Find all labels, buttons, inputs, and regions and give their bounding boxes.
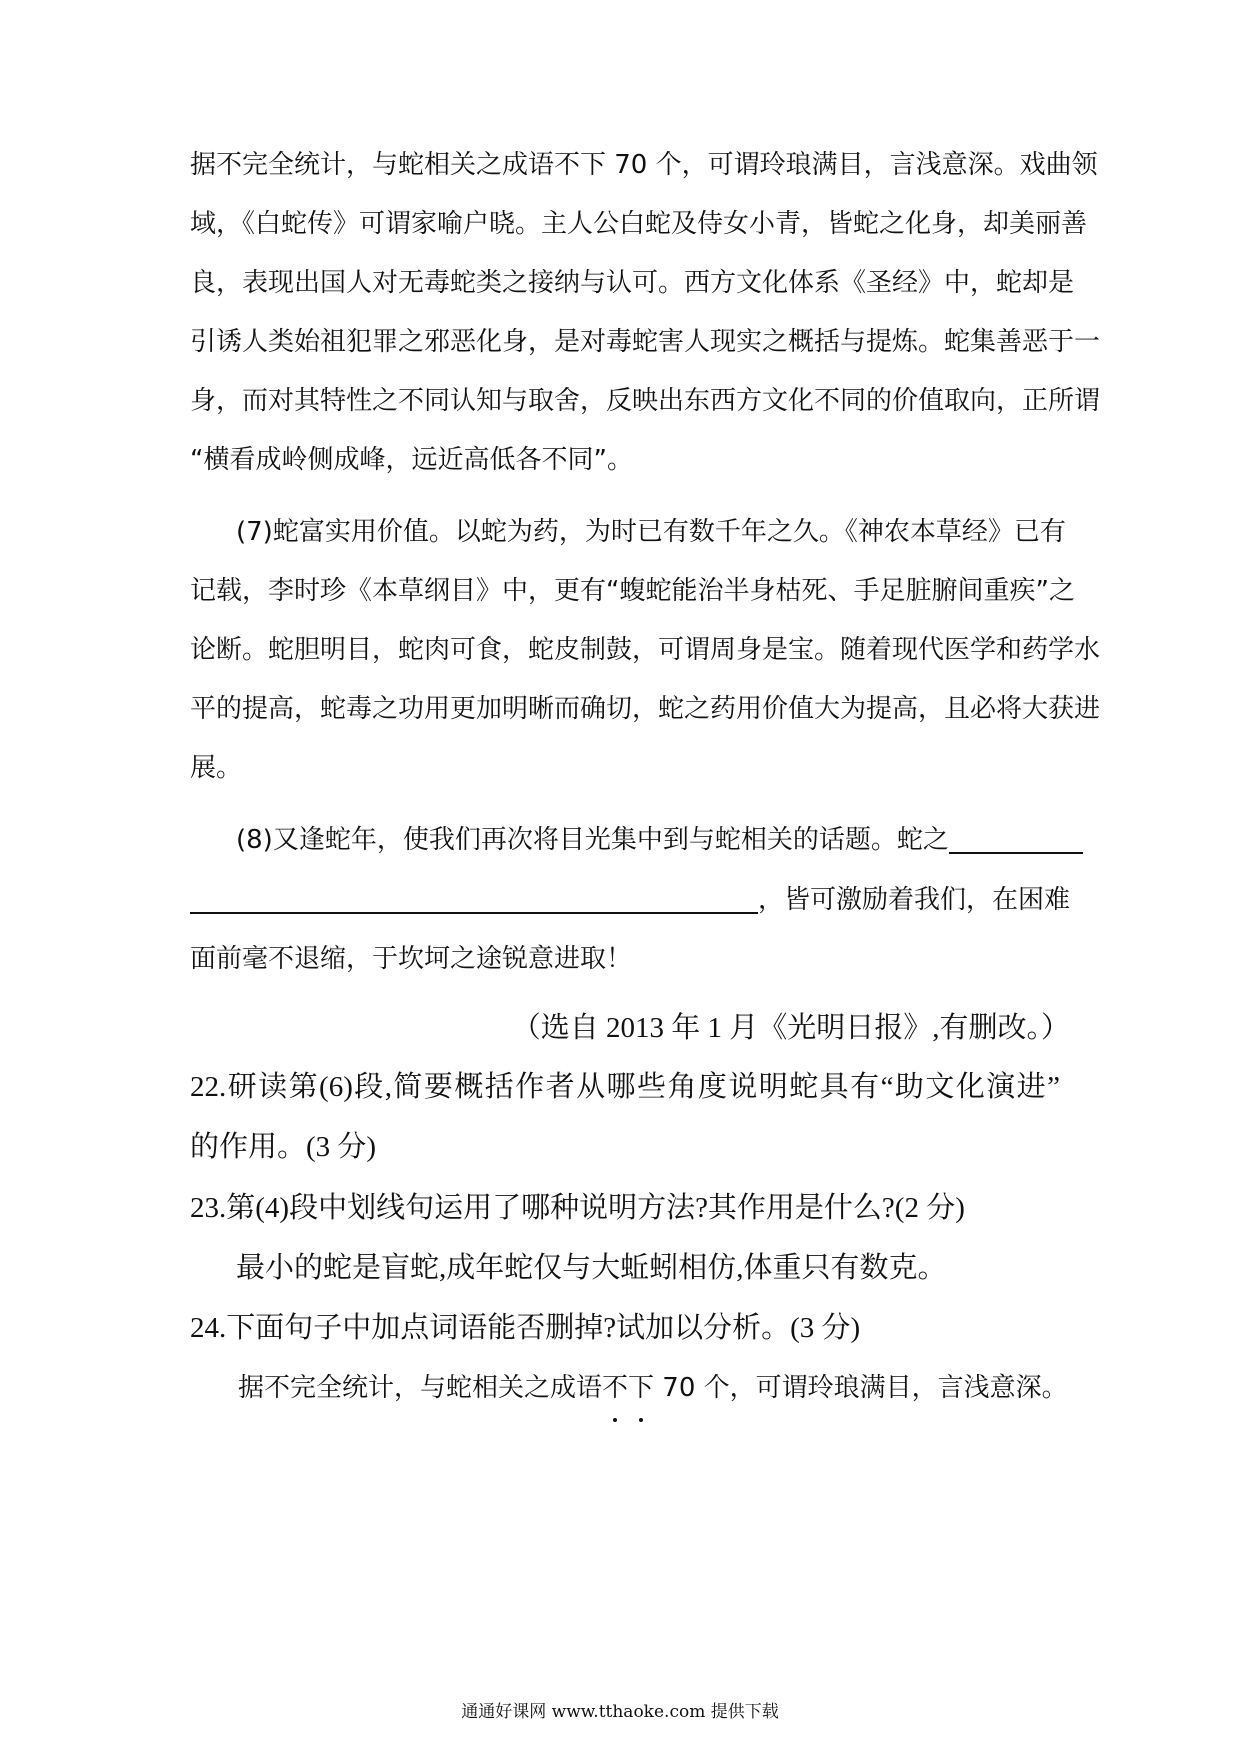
- para6-line-4: 引诱人类始祖犯罪之邪恶化身，是对毒蛇害人现实之概括与提炼。蛇集善恶于一: [190, 327, 1101, 357]
- para6-line-3: 良，表现出国人对无毒蛇类之接纳与认可。西方文化体系《圣经》中，蛇却是: [190, 268, 1075, 298]
- quote-text-after: 70 个，可谓玲琅满目，言浅意深。: [654, 1373, 1068, 1403]
- quote-text-before: 据不完全统计，与蛇相关之成语: [238, 1373, 603, 1403]
- answer-blank-1[interactable]: [949, 822, 1083, 854]
- para6-line-6: “横看成岭侧成峰，远近高低各不同”。: [190, 445, 633, 475]
- para7-line-2: 记载，李时珍《本草纲目》中，更有“蝮蛇能治半身枯死、手足脏腑间重疾”之: [190, 576, 1075, 606]
- para6-line-1: 据不完全统计，与蛇相关之成语不下 70 个，可谓玲琅满目，言浅意深。戏曲领: [190, 150, 1098, 180]
- emphasized-char-2: 下: [628, 1364, 654, 1412]
- question-24: 24.下面句子中加点词语能否删掉?试加以分析。(3 分): [190, 1312, 861, 1344]
- para7-line-5: 展。: [190, 753, 243, 783]
- para7-line-3: 论断。蛇胆明目，蛇肉可食，蛇皮制鼓，可谓周身是宝。随着现代医学和药学水: [190, 635, 1101, 665]
- question-23: 23.第(4)段中划线句运用了哪种说明方法?其作用是什么?(2 分): [190, 1192, 965, 1224]
- answer-blank-2[interactable]: [190, 882, 758, 914]
- para8-line-1-text: (8)又逢蛇年，使我们再次将目光集中到与蛇相关的话题。蛇之: [236, 825, 949, 855]
- para7-line-1-text: (7)蛇富实用价值。以蛇为药，为时已有数千年之久。《神农本草经》已有: [236, 517, 1066, 547]
- page-footer: 通通好课网 www.tthaoke.com 提供下载: [461, 1702, 779, 1722]
- para6-line-5: 身，而对其特性之不同认知与取舍，反映出东西方文化不同的价值取向，正所谓: [190, 386, 1101, 416]
- para8-line-2-text: ，皆可激励着我们，在困难: [758, 885, 1071, 915]
- question-22-line-1: 22.研读第(6)段,简要概括作者从哪些角度说明蛇具有“助文化演进”: [190, 1071, 1060, 1103]
- emphasized-char-1: 不: [602, 1364, 628, 1412]
- para7-line-4: 平的提高，蛇毒之功用更加明晰而确切，蛇之药用价值大为提高，且必将大获进: [190, 694, 1101, 724]
- question-23-quote: 最小的蛇是盲蛇,成年蛇仅与大蚯蚓相仿,体重只有数克。: [236, 1252, 947, 1284]
- source-citation: （选自 2013 年 1 月《光明日报》,有删改。）: [511, 1012, 1070, 1044]
- para8-line-3: 面前毫不退缩，于坎坷之途锐意进取！: [190, 944, 633, 974]
- question-22-line-2: 的作用。(3 分): [190, 1131, 377, 1163]
- para8-line-2: [190, 876, 1071, 924]
- para8-line-1: [236, 816, 1060, 864]
- para7-line-1: [236, 508, 1066, 556]
- para6-line-2: 域，《白蛇传》可谓家喻户晓。主人公白蛇及侍女小青，皆蛇之化身，却美丽善: [190, 209, 1088, 239]
- question-24-quote: [238, 1364, 1108, 1412]
